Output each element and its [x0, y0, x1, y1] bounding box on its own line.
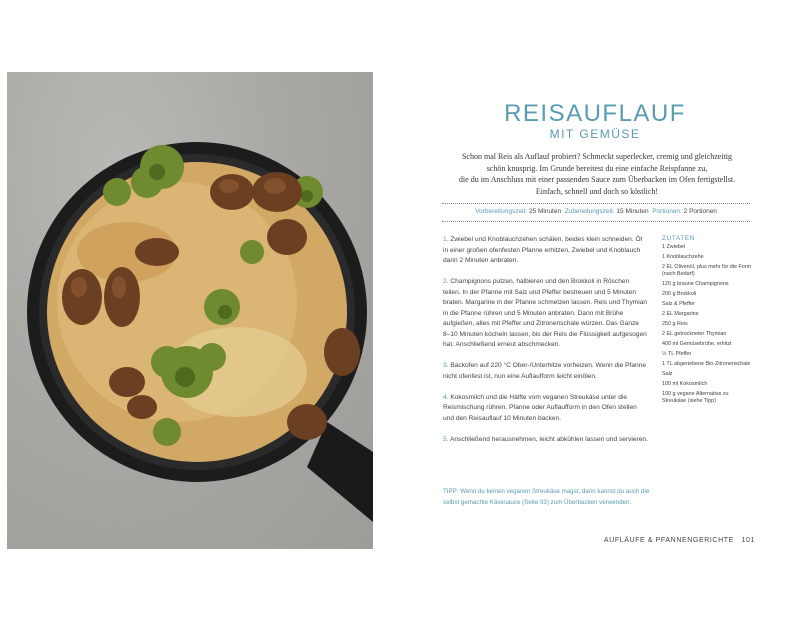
tip-label: TIPP:	[443, 488, 459, 495]
step-item	[443, 277, 648, 351]
ingredient-item: Salz & Pfeffer	[662, 301, 695, 307]
recipe-steps	[443, 235, 648, 456]
intro-line: Schon mal Reis als Auflauf probiert? Schmeckt superlecker, cremig und gleichzeitig	[461, 152, 733, 161]
step-number: 1.	[443, 236, 449, 243]
ingredient-item: Salz	[662, 371, 673, 377]
step-number: 3.	[443, 362, 449, 369]
intro-line: die du im Anschluss mit einer passenden Sauce zum Überbacken im Ofen fertigstellst.	[458, 175, 736, 184]
step-number: 2.	[443, 278, 449, 285]
divider-top	[442, 203, 750, 204]
step-text: Backofen auf 220 °C Ober-/Unterhitze vorheizen. Wenn die Pfanne nicht ofenfest ist, nun eine Auflaufform leicht einölen.	[443, 362, 647, 380]
divider-bottom	[442, 221, 750, 222]
step-text: Champignons putzen, halbieren und den Brokkoli in Röschen teilen. In der Pfanne mit Salz und Pfeffer bestreuen und 5 Minuten braten. Margarine in der Pfanne schmelzen lassen. Reis und Thymian in die Pfanne rühren und 5 Minuten anbraten. Dann mit Brühe aufgießen, alles mit Pfeffer und Zitronenschale würzen. Das Ganze 8–10 Minuten köcheln lassen, bis der Reis die Flüssigkeit aufgesogen hat. Anschließend erneut abschmecken.	[443, 278, 648, 348]
ingredient-item: 2 EL Olivenöl, plus mehr für die Form (nach Bedarf)	[662, 264, 752, 277]
recipe-tip	[443, 487, 653, 508]
prep-time-value: 25 Minuten	[528, 208, 562, 215]
portions-label: Portionen:	[652, 208, 682, 215]
tip-text: Wenn du keinen veganen Streukäse magst, dann kannst du auch die selbst gemachte Käsesauce (Seite 93) zum Überbacken verwenden.	[443, 488, 650, 506]
ingredient-item: 120 g braune Champignons	[662, 281, 729, 287]
ingredient-item: ½ TL Pfeffer	[662, 351, 692, 357]
step-text: Anschließend herausnehmen, leicht abkühlen lassen und servieren.	[449, 435, 648, 443]
step-text: Kokosmilch und die Hälfte vom veganen Streukäse unter die Reismischung rühren. Pfanne oder Auflaufform in den Ofen stellen und den Reisauflauf 10 Minuten backen.	[443, 393, 637, 422]
page-number: 101	[741, 537, 755, 544]
recipe-title: REISAUFLAUF	[504, 100, 686, 127]
recipe-intro	[444, 151, 750, 197]
portions-value: 2 Portionen	[683, 208, 717, 215]
ingredient-item: 2 EL Margarine	[662, 311, 699, 317]
step-item	[443, 393, 648, 425]
ingredient-item: 2 EL getrockneter Thymian	[662, 331, 727, 337]
ingredient-item: 400 ml Gemüsebrühe, erhitzt	[662, 341, 732, 347]
intro-line: Einfach, schnell und doch so köstlich!	[535, 186, 659, 196]
cook-time-label: Zubereitungszeit:	[564, 208, 615, 215]
step-text: Zwiebel und Knoblauchzehen schälen, beides klein schneiden. Öl in einer großen ofenfesten Pfanne erhitzen, Zwiebel und Knoblauch darin 2 Minuten anbraten.	[443, 236, 643, 264]
page-footer	[590, 537, 755, 544]
step-item	[443, 435, 648, 446]
recipe-meta	[442, 208, 750, 215]
recipe-photo	[7, 72, 373, 549]
step-number: 4.	[443, 393, 449, 401]
ingredient-item: 100 ml Kokosmilch	[662, 381, 708, 387]
ingredient-item: 1 TL abgeriebene Bio-Zitronenschale	[662, 361, 751, 367]
ingredient-item: 200 g Brokkoli	[662, 291, 697, 297]
ingredients-heading: ZUTATEN	[662, 235, 695, 242]
intro-line: schön knusprig. Im Grunde bereitest du eine einfache Reispfanne zu,	[486, 163, 708, 173]
cook-time-value: 15 Minuten	[616, 208, 649, 215]
ingredient-item: 1 Knoblauchzehe	[662, 254, 704, 260]
ingredient-item: 1 Zwiebel	[662, 244, 686, 250]
ingredient-item: 100 g vegane Alternative zu Streukäse (siehe Tipp)	[662, 391, 729, 404]
ingredient-item: 250 g Reis	[662, 321, 688, 327]
step-number: 5.	[443, 435, 449, 443]
footer-section: AUFLÄUFE & PFANNENGERICHTE	[603, 537, 734, 544]
recipe-subtitle: MIT GEMÜSE	[549, 127, 641, 141]
prep-time-label: Vorbereitungszeit:	[475, 208, 528, 215]
rice-casserole-image	[7, 72, 373, 549]
step-item	[443, 235, 648, 267]
step-item	[443, 361, 648, 382]
ingredients-list	[662, 235, 754, 408]
